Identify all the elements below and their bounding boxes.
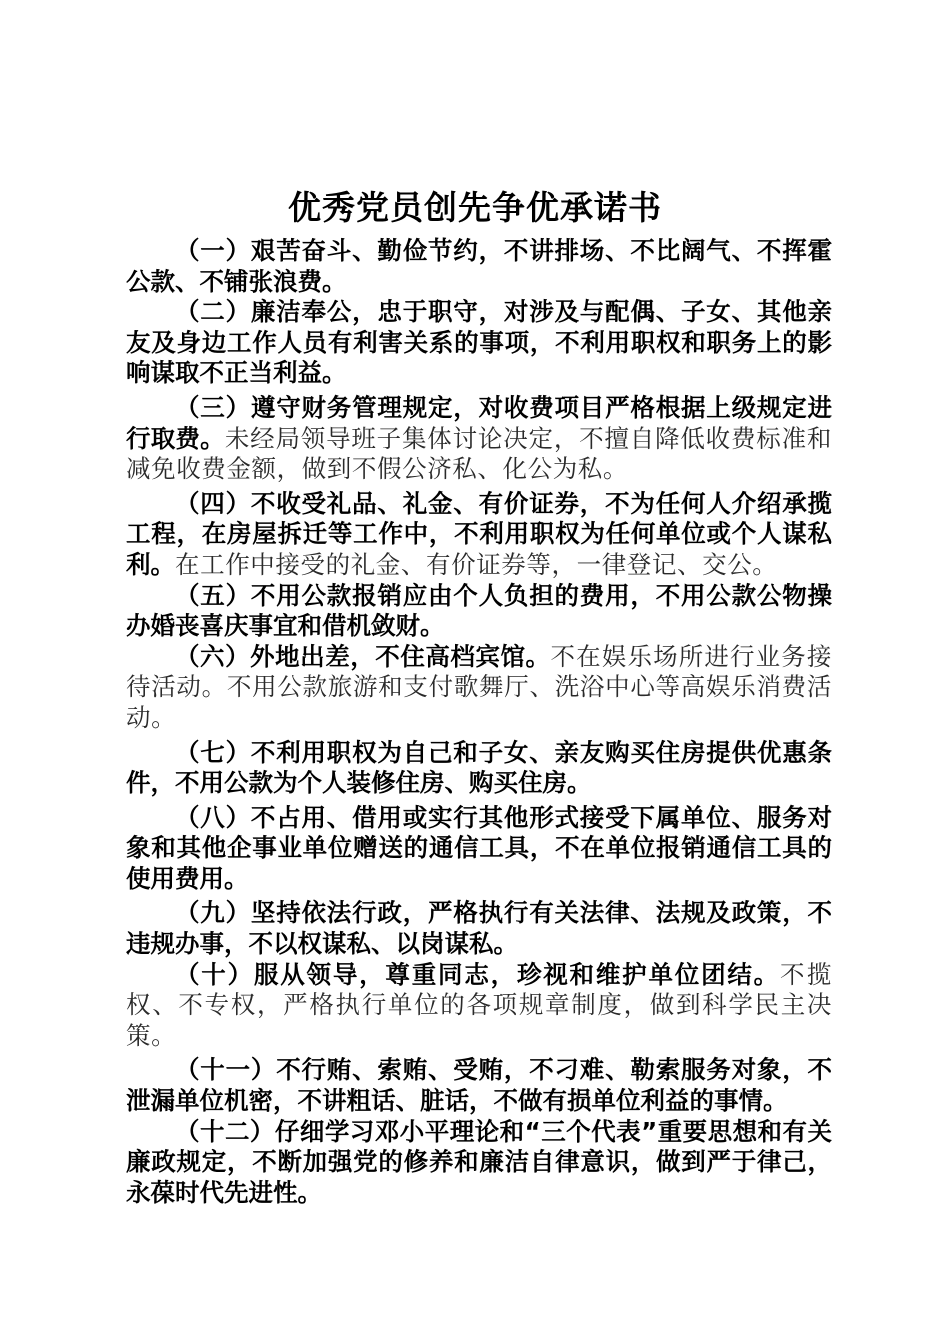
paragraph-1 [126,236,832,297]
paragraph-1-text: （一）艰苦奋斗、勤俭节约，不讲排场、不比阔气、不挥霍公款、不铺张浪费。 [126,236,832,296]
paragraph-8-text: （八）不占用、借用或实行其他形式接受下属单位、服务对象和其他企事业单位赠送的通信工具，不在单位报销通信工具的使用费用。 [126,802,832,893]
paragraph-5 [126,581,832,642]
paragraph-11 [126,1055,832,1116]
paragraph-12-text: （十二）仔细学习邓小平理论和“三个代表”重要思想和有关廉政规定，不断加强党的修养和廉洁自律意识，做到严于律己，永葆时代先进性。 [126,1116,832,1207]
paragraph-12 [126,1117,832,1209]
paragraph-4-text: （四）不收受礼品、礼金、有价证券，不为任何人介绍承揽工程，在房屋拆迁等工作中，不利用职权为任何单位或个人谋私利。 [126,488,832,579]
paragraph-4 [126,489,832,581]
paragraph-9 [126,898,832,959]
paragraph-2-text: （二）廉洁奉公，忠于职守，对涉及与配偶、子女、其他亲友及身边工作人员有利害关系的事项，不利用职权和职务上的影响谋取不正当利益。 [126,297,832,388]
document-body [126,236,832,1208]
paragraph-10 [126,960,832,1052]
document-title: 优秀党员创先争优承诺书 [288,188,662,227]
paragraph-3-light-text: 未经局领导班子集体讨论决定，不擅自降低收费标准和减免收费金额，做到不假公济私、化公为私。 [126,423,833,484]
paragraph-10-light-text: 不揽权、不专权，严格执行单位的各项规章制度，做到科学民主决策。 [126,959,833,1050]
paragraph-8 [126,803,832,895]
paragraph-7-text: （七）不利用职权为自己和子女、亲友购买住房提供优惠条件，不用公款为个人装修住房、购买住房。 [126,737,832,798]
paragraph-6-text: （六）外地出差，不住高档宾馆。 [175,641,551,671]
paragraph-6 [126,642,832,734]
paragraph-9-text: （九）坚持依法行政，严格执行有关法律、法规及政策，不违规办事，不以权谋私、以岗谋私。 [126,898,832,959]
paragraph-5-text: （五）不用公款报销应由个人负担的费用，不用公款公物操办婚丧喜庆事宜和借机敛财。 [126,580,832,641]
paragraph-10-text: （十）服从领导，尊重同志，珍视和维护单位团结。 [175,959,780,989]
paragraph-2 [126,297,832,389]
paragraph-3-text: （三）遵守财务管理规定，对收费项目严格根据上级规定进行取费。 [126,392,832,453]
paragraph-6-light-text: 不在娱乐场所进行业务接待活动。不用公款旅游和支付歌舞厅、洗浴中心等高娱乐消费活动。 [126,641,833,732]
paragraph-4-light-text: 在工作中接受的礼金、有价证券等，一律登记、交公。 [175,549,778,579]
paragraph-7 [126,738,832,799]
paragraph-11-text: （十一）不行贿、索贿、受贿，不刁难、勒索服务对象，不泄漏单位机密，不讲粗话、脏话，不做有损单位利益的事情。 [126,1055,832,1116]
paragraph-3 [126,393,832,485]
